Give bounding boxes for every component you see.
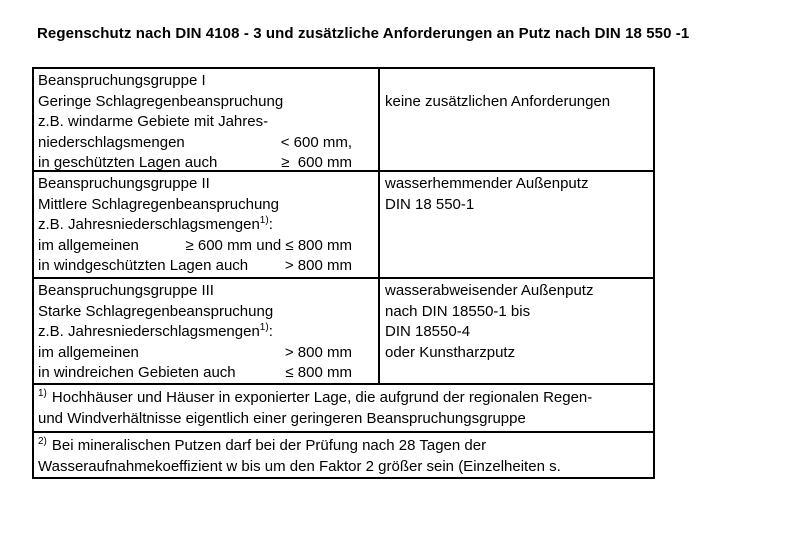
footnote-row-1 [34,383,653,431]
group-2-requirement-cell [380,172,653,277]
cell-line: Beanspruchungsgruppe II [38,175,210,192]
footnote-2-cell [34,433,653,477]
group-1-description-cell [34,69,380,170]
footnote-marker: 1) [38,388,47,399]
cell-line: Starke Schlagregenbeanspruchung [38,302,274,320]
cell-line [385,71,653,92]
cell-line: z.B. Jahresniederschlagsmengen$^{1)}$: [38,322,273,340]
table-row-group-3 [34,277,653,383]
requirements-table [32,67,655,479]
group-2-description-cell [34,172,380,277]
cell-line: keine zusätzlichen Anforderungen [385,92,611,110]
footnote-reference: 1) [259,215,269,226]
cell-line: nach DIN 18550-1 bis [385,302,531,320]
footnote-line: und Windverhältnisse eigentlich einer geringeren Beanspruchungsgruppe [38,410,526,427]
footnote-line: $^{2)}$ Bei mineralischen Putzen darf bei der Prüfung nach 28 Tagen der [38,436,487,454]
cell-line: DIN 18 550-1 [385,195,475,213]
cell-line: DIN 18550-4 [385,323,471,340]
cell-line: niederschlagsmengen < 600 mm, [38,133,352,151]
table-row-group-1 [34,69,653,170]
footnote-line: $^{1)}$ Hochhäuser und Häuser in exponierter Lage, die aufgrund der regionalen Regen- [38,388,593,406]
cell-line: in geschützten Lagen auch ≥ 600 mm [38,154,352,170]
cell-line: Beanspruchungsgruppe I [38,72,206,89]
cell-line: in windgeschützten Lagen auch > 800 mm [38,257,352,274]
cell-line: wasserhemmender Außenputz [385,175,589,192]
table-row-group-2 [34,170,653,277]
cell-line: im allgemeinen > 800 mm [38,343,352,361]
footnote-line: Wasseraufnahmekoeffizient w bis um den Faktor 2 größer sein (Einzelheiten s. [38,458,561,475]
cell-line: Mittlere Schlagregenbeanspruchung [38,195,279,213]
group-3-description-cell [34,279,380,383]
cell-line: z.B. Jahresniederschlagsmengen$^{1)}$: [38,215,273,233]
footnote-reference: 1) [259,322,269,333]
group-1-requirement-cell [380,69,653,170]
footnote-marker: 2) [38,436,47,447]
cell-line: in windreichen Gebieten auch ≤ 800 mm [38,364,352,381]
group-3-requirement-cell [380,279,653,383]
cell-line: Beanspruchungsgruppe III [38,282,214,299]
footnote-1-cell [34,385,653,431]
document-title: Regenschutz nach DIN 4108 - 3 und zusätzliche Anforderungen an Putz nach DIN 18 550 -1 [37,25,690,42]
cell-line: im allgemeinen ≥ 600 mm und ≤ 800 mm [38,236,352,254]
cell-line: oder Kunstharzputz [385,343,516,361]
footnote-row-2 [34,431,653,477]
cell-line: Geringe Schlagregenbeanspruchung [38,92,284,110]
cell-line: wasserabweisender Außenputz [385,282,594,299]
cell-line: z.B. windarme Gebiete mit Jahres- [38,113,269,130]
